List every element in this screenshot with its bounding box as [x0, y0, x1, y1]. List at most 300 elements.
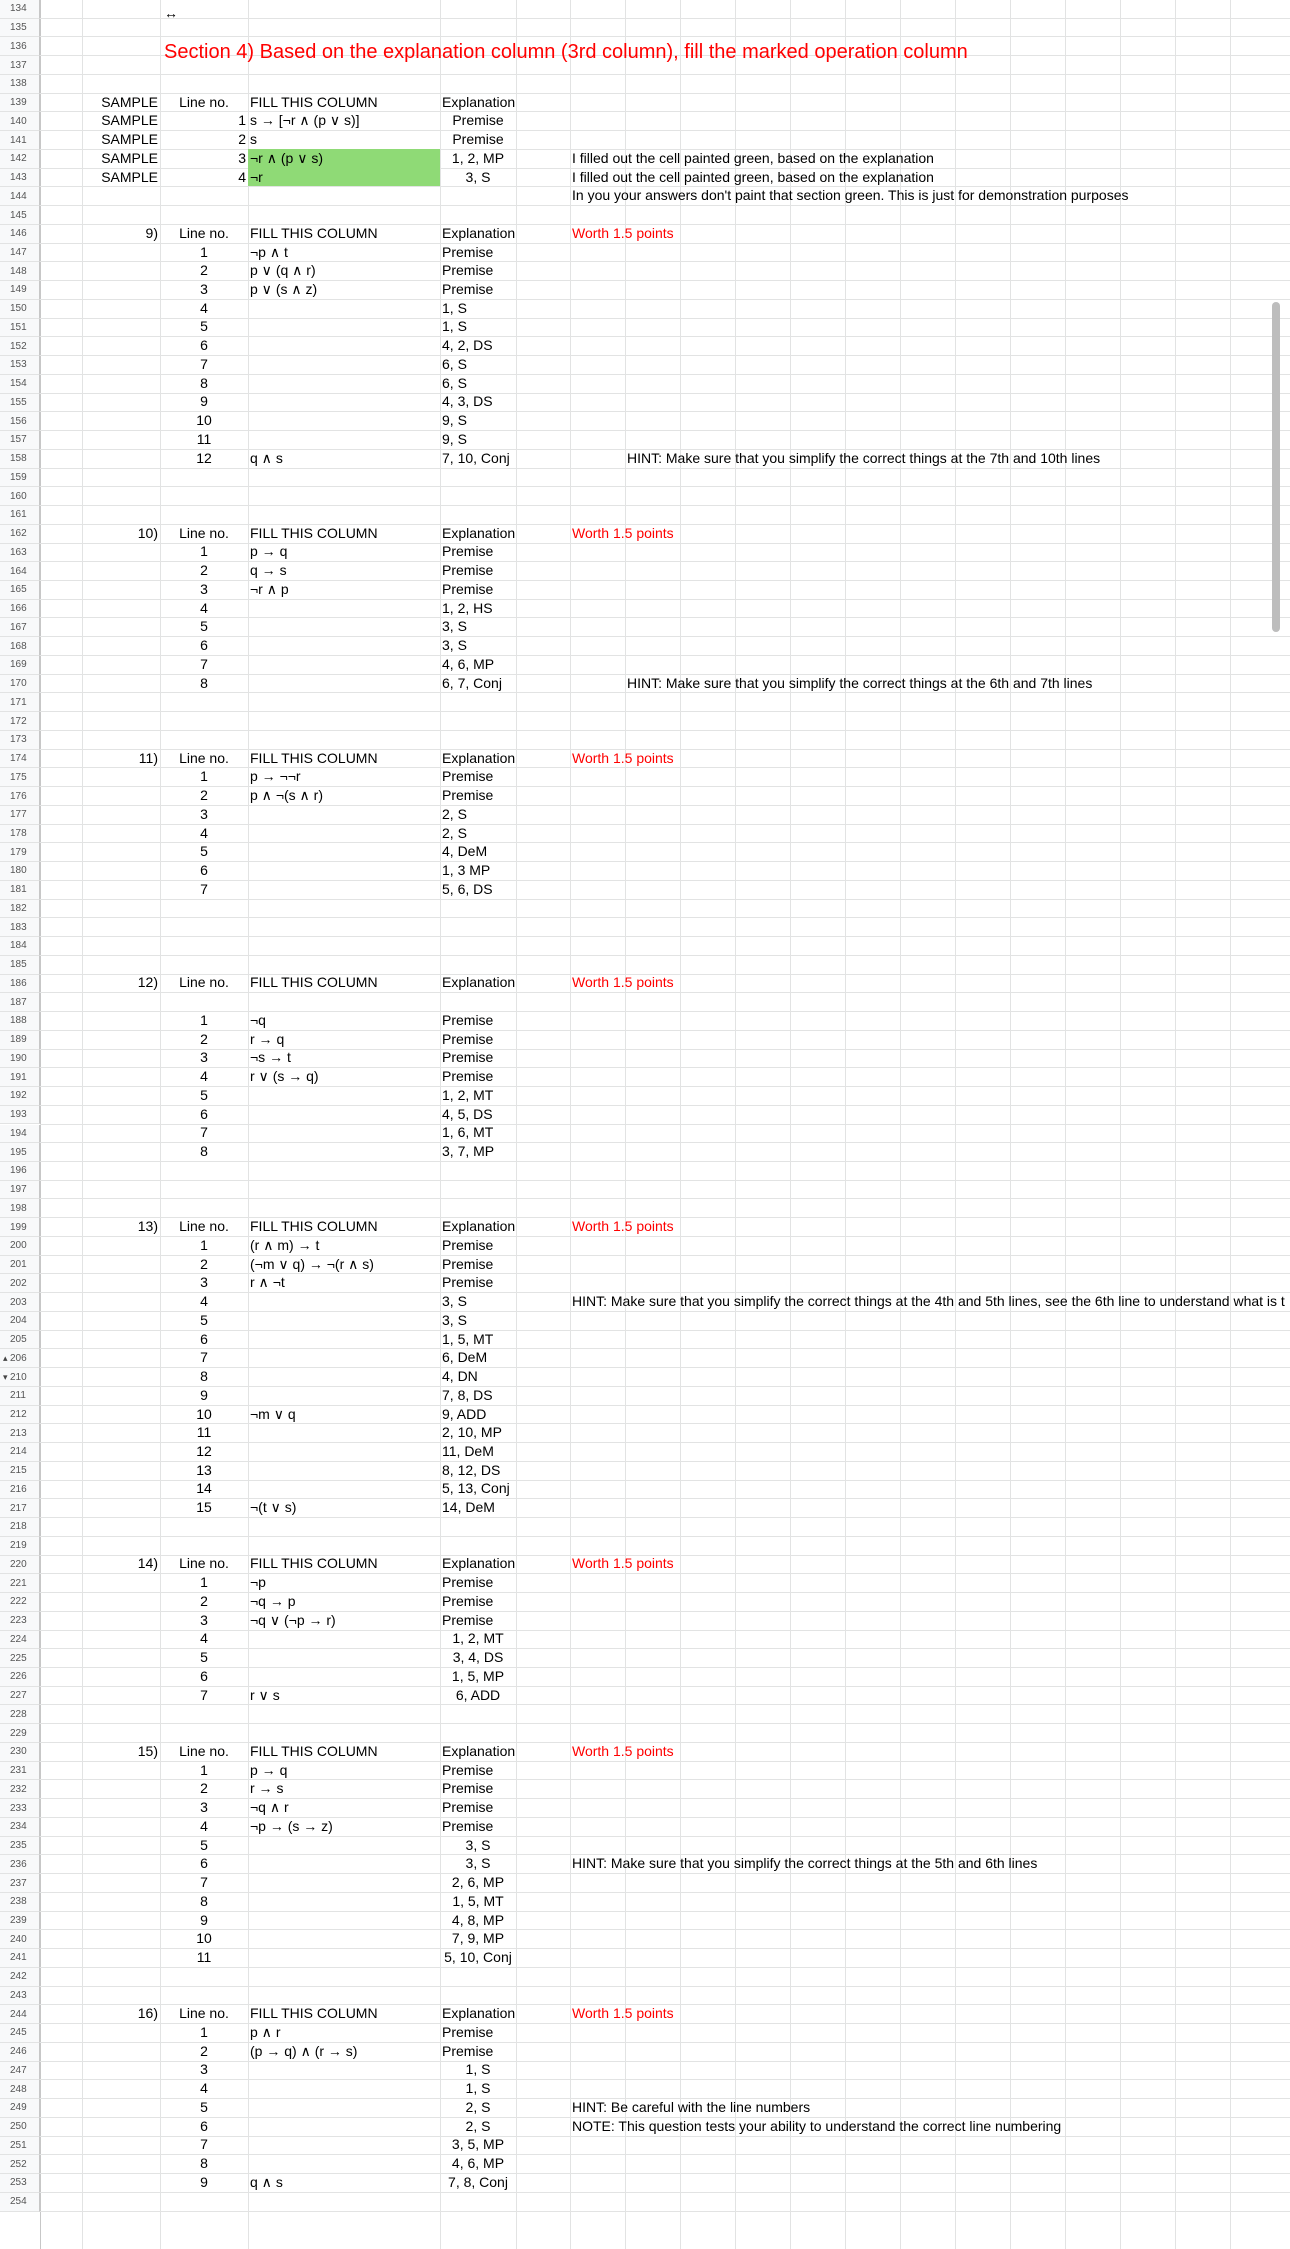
row-header[interactable]: 195 [0, 1143, 40, 1162]
cell-c[interactable]: ¬(t ∨ s) [250, 1499, 297, 1516]
cell-d[interactable]: 1, 5, MT [442, 1330, 494, 1347]
cell-c[interactable]: p ∨ (q ∧ r) [250, 262, 316, 279]
cell-b[interactable]: 4 [200, 824, 208, 841]
cell-d[interactable]: 5, 10, Conj [444, 1949, 512, 1965]
cell-e[interactable]: Worth 1.5 points [572, 524, 674, 541]
cell-d[interactable]: Explanation [442, 1742, 516, 1759]
row-header[interactable]: 243 [0, 1987, 40, 2006]
cell-b[interactable]: 4 [200, 599, 208, 616]
cell-d[interactable]: 1, 6, MT [442, 1124, 494, 1141]
cell-a[interactable]: 9) [145, 224, 158, 241]
row-header[interactable]: 135 [0, 19, 40, 38]
cell-b[interactable]: 7 [200, 1349, 208, 1366]
cell-c[interactable]: FILL THIS COLUMN [250, 2005, 378, 2022]
cell-d[interactable]: Premise [442, 768, 494, 785]
row-header[interactable]: 227 [0, 1687, 40, 1706]
row-header[interactable]: 194 [0, 1125, 40, 1144]
cell-d[interactable]: 4, 3, DS [442, 393, 493, 410]
cell-c[interactable]: FILL THIS COLUMN [250, 224, 378, 241]
cell-b[interactable]: Line no. [179, 1218, 229, 1235]
cell-d[interactable]: 4, 2, DS [442, 337, 493, 354]
cell-b[interactable]: Line no. [179, 1555, 229, 1572]
row-header[interactable]: 233 [0, 1799, 40, 1818]
cell-d[interactable]: Premise [442, 243, 494, 260]
cell-d[interactable]: 1, S [442, 318, 467, 335]
row-header[interactable]: 254 [0, 2193, 40, 2212]
row-header[interactable]: 134 [0, 0, 40, 19]
cell-d[interactable]: 3, S [442, 1311, 467, 1328]
row-header[interactable]: 217 [0, 1499, 40, 1518]
row-header[interactable]: 236 [0, 1855, 40, 1874]
cell-d[interactable]: 3, S [442, 618, 467, 635]
cell-b[interactable]: 5 [200, 1836, 208, 1853]
cell-d[interactable]: 4, 6, MP [442, 655, 495, 672]
cell-d[interactable]: Premise [442, 1761, 494, 1778]
cell-c[interactable]: ¬q [250, 1011, 266, 1028]
cell-b[interactable]: 6 [200, 637, 208, 654]
cell-c[interactable]: p → ¬¬r [250, 768, 301, 785]
cell-d[interactable]: 1, S [465, 2080, 491, 2097]
cell-d[interactable]: Premise [442, 1030, 494, 1047]
row-header[interactable]: 142 [0, 150, 40, 169]
cell-d[interactable]: 7, 8, Conj [448, 2173, 508, 2190]
cell-b[interactable]: 6 [200, 861, 208, 878]
row-header[interactable]: 143 [0, 169, 40, 188]
cell-b[interactable]: Line no. [179, 749, 229, 766]
cell-d[interactable]: 11, DeM [442, 1442, 494, 1459]
cell-b[interactable]: 9 [200, 1386, 208, 1403]
cell-b[interactable]: 3 [200, 1274, 208, 1291]
cell-a[interactable]: SAMPLE [101, 93, 158, 110]
row-header[interactable]: 145 [0, 206, 40, 225]
cell-h[interactable]: HINT: Make sure that you simplify the correct things at the 7th and 10th lines [627, 449, 1101, 466]
cell-b[interactable]: 2 [200, 1592, 208, 1609]
cell-c[interactable]: p → q [250, 543, 288, 560]
row-header[interactable]: 151 [0, 319, 40, 338]
row-header[interactable]: 147 [0, 244, 40, 263]
row-header[interactable]: 204 [0, 1312, 40, 1331]
cell-d[interactable]: Premise [442, 262, 494, 279]
row-header[interactable]: 224 [0, 1631, 40, 1650]
cell-c[interactable]: p ∧ r [250, 2023, 281, 2040]
cell-d[interactable]: Premise [442, 1799, 494, 1816]
row-header[interactable]: 193 [0, 1106, 40, 1125]
cell-b[interactable]: 12 [196, 449, 212, 466]
row-header[interactable]: 169 [0, 656, 40, 675]
row-header[interactable]: 189 [0, 1031, 40, 1050]
row-header[interactable]: 181 [0, 881, 40, 900]
cell-b[interactable]: 3 [200, 1611, 208, 1628]
cell-b[interactable]: 11 [196, 430, 212, 447]
cell-b[interactable]: 2 [200, 562, 208, 579]
cell-d[interactable]: 2, 6, MP [451, 1874, 505, 1891]
cell-e[interactable]: HINT: Make sure that you simplify the correct things at the 4th and 5th lines, see the 6th line to understand what is t [572, 1293, 1285, 1310]
cell-d[interactable]: 5, 6, DS [442, 880, 493, 897]
cell-b[interactable]: 4 [200, 2080, 208, 2097]
cell-d[interactable]: Explanation [442, 1218, 516, 1235]
cell-d[interactable]: Premise [442, 1780, 494, 1797]
cell-e[interactable]: Worth 1.5 points [572, 1218, 674, 1235]
cell-c[interactable]: ¬r [248, 168, 440, 187]
row-header[interactable]: 140 [0, 112, 40, 131]
cell-b[interactable]: 6 [200, 337, 208, 354]
cell-d[interactable]: 4, 6, MP [451, 2155, 505, 2172]
cell-e[interactable]: NOTE: This question tests your ability to understand the correct line numbering [572, 2117, 1062, 2134]
cell-d[interactable]: 4, 5, DS [442, 1105, 493, 1122]
row-header[interactable]: 225 [0, 1649, 40, 1668]
cell-d[interactable]: 1, 5, MP [451, 1667, 505, 1684]
cell-b[interactable]: Line no. [179, 224, 229, 241]
cell-c[interactable]: r ∧ ¬t [250, 1274, 285, 1291]
cell-b[interactable]: 4 [238, 168, 246, 185]
row-header[interactable]: 157 [0, 431, 40, 450]
row-header[interactable]: 252 [0, 2155, 40, 2174]
cell-b[interactable]: 5 [200, 1649, 208, 1666]
row-header[interactable]: 241 [0, 1949, 40, 1968]
cell-d[interactable]: 6, DeM [442, 1349, 488, 1366]
row-header[interactable]: 203 [0, 1293, 40, 1312]
cell-b[interactable]: 1 [200, 543, 208, 560]
row-header[interactable]: 240 [0, 1930, 40, 1949]
row-header[interactable]: 168 [0, 637, 40, 656]
cell-d[interactable]: Premise [442, 580, 494, 597]
row-header[interactable]: 187 [0, 993, 40, 1012]
cell-a[interactable]: 15) [137, 1742, 158, 1759]
cell-c[interactable]: q ∧ s [250, 449, 283, 466]
cell-d[interactable]: Explanation [442, 524, 516, 541]
cell-b[interactable]: 13 [196, 1461, 212, 1478]
cell-c[interactable]: r ∨ (s → q) [250, 1068, 319, 1085]
row-header[interactable]: 197 [0, 1181, 40, 1200]
cell-d[interactable]: 4, 8, MP [451, 1911, 505, 1928]
cell-b[interactable]: 4 [200, 1068, 208, 1085]
cell-b[interactable]: 8 [200, 1368, 208, 1385]
cell-b[interactable]: 4 [200, 299, 208, 316]
cell-c[interactable]: FILL THIS COLUMN [250, 93, 378, 110]
row-header[interactable]: 237 [0, 1874, 40, 1893]
cell-c[interactable]: FILL THIS COLUMN [250, 1555, 378, 1572]
row-header[interactable]: 234 [0, 1818, 40, 1837]
cell-c[interactable]: p ∧ ¬(s ∧ r) [250, 787, 324, 804]
cell-b[interactable]: 6 [200, 1330, 208, 1347]
row-header[interactable]: 199 [0, 1218, 40, 1237]
cell-b[interactable]: 3 [200, 2061, 208, 2078]
cell-d[interactable]: 1, 2, HS [442, 599, 493, 616]
cell-d[interactable]: 3, 5, MP [451, 2136, 505, 2153]
cell-c[interactable]: FILL THIS COLUMN [250, 1218, 378, 1235]
cell-e[interactable]: I filled out the cell painted green, based on the explanation [572, 149, 934, 166]
row-header[interactable]: 246 [0, 2043, 40, 2062]
row-header[interactable]: 165 [0, 581, 40, 600]
row-header[interactable]: 156 [0, 412, 40, 431]
row-header[interactable]: 251 [0, 2137, 40, 2156]
cell-b[interactable]: 3 [238, 149, 246, 166]
cell-d[interactable]: 6, ADD [455, 1686, 501, 1703]
cell-b[interactable]: 10 [196, 1405, 212, 1422]
cell-b[interactable]: 5 [200, 843, 208, 860]
cell-d[interactable]: 6, 7, Conj [442, 674, 502, 691]
row-header[interactable]: 221 [0, 1574, 40, 1593]
row-header[interactable]: 146 [0, 225, 40, 244]
cell-a[interactable]: 12) [137, 974, 158, 991]
cell-b[interactable]: 1 [200, 2023, 208, 2040]
cell-d[interactable]: Explanation [442, 749, 516, 766]
cell-a[interactable]: SAMPLE [101, 168, 158, 185]
cell-c[interactable]: FILL THIS COLUMN [250, 974, 378, 991]
cell-b[interactable]: 4 [200, 1293, 208, 1310]
row-header[interactable]: 206 [0, 1349, 40, 1368]
cell-d[interactable]: Premise [442, 1068, 494, 1085]
cell-b[interactable]: 5 [200, 618, 208, 635]
row-header[interactable]: 248 [0, 2080, 40, 2099]
cell-d[interactable]: 6, S [442, 355, 467, 372]
row-header[interactable]: 253 [0, 2174, 40, 2193]
cell-b[interactable]: 8 [200, 2155, 208, 2172]
cell-c[interactable]: ¬p ∧ t [250, 243, 288, 260]
row-header[interactable]: 182 [0, 900, 40, 919]
cell-c[interactable]: p → q [250, 1761, 288, 1778]
row-header[interactable]: 160 [0, 487, 40, 506]
cell-b[interactable]: 1 [238, 112, 246, 129]
cell-c[interactable]: r → s [250, 1780, 284, 1797]
row-header[interactable]: 179 [0, 843, 40, 862]
cell-b[interactable]: 1 [200, 1011, 208, 1028]
cell-b[interactable]: 5 [200, 1086, 208, 1103]
row-header[interactable]: 188 [0, 1012, 40, 1031]
row-header[interactable]: 178 [0, 825, 40, 844]
cell-a[interactable]: 11) [138, 749, 158, 766]
row-header[interactable]: 214 [0, 1443, 40, 1462]
cell-d[interactable]: 14, DeM [442, 1499, 495, 1516]
cell-a[interactable]: 14) [137, 1555, 158, 1572]
row-header[interactable]: 192 [0, 1087, 40, 1106]
cell-d[interactable]: Premise [452, 131, 504, 148]
cell-a[interactable]: 16) [137, 2005, 158, 2022]
row-header[interactable]: 159 [0, 469, 40, 488]
cell-b[interactable]: Line no. [179, 93, 229, 110]
cell-c[interactable]: r → q [250, 1030, 285, 1047]
cell-d[interactable]: 1, 5, MT [452, 1892, 504, 1909]
cell-c[interactable]: s [250, 131, 257, 148]
cell-b[interactable]: 2 [200, 2042, 208, 2059]
cell-e[interactable]: Worth 1.5 points [572, 974, 674, 991]
cell-b[interactable]: 6 [200, 2117, 208, 2134]
cell-c[interactable]: s → [¬r ∧ (p ∨ s)] [250, 112, 360, 129]
row-header[interactable]: 216 [0, 1481, 40, 1500]
cell-d[interactable]: 2, S [442, 824, 467, 841]
cell-c[interactable]: (r ∧ m) → t [250, 1236, 320, 1253]
cell-b[interactable]: 2 [238, 131, 246, 148]
cell-d[interactable]: 9, S [442, 412, 467, 429]
cell-d[interactable]: Premise [442, 562, 494, 579]
cell-d[interactable]: Premise [442, 1255, 494, 1272]
row-header[interactable]: 162 [0, 525, 40, 544]
cell-b[interactable]: 9 [200, 2173, 208, 2190]
cell-b[interactable]: Line no. [179, 524, 229, 541]
cell-a[interactable]: SAMPLE [101, 149, 158, 166]
cell-b[interactable]: 8 [200, 1892, 208, 1909]
cell-e[interactable]: Worth 1.5 points [572, 1742, 674, 1759]
row-header[interactable]: 230 [0, 1743, 40, 1762]
row-header[interactable]: 249 [0, 2099, 40, 2118]
cell-c[interactable]: (¬m ∨ q) → ¬(r ∧ s) [250, 1255, 374, 1272]
row-header[interactable]: 184 [0, 937, 40, 956]
cell-c[interactable]: (p → q) ∧ (r → s) [250, 2042, 358, 2059]
row-header[interactable]: 242 [0, 1968, 40, 1987]
cell-b[interactable]: 8 [200, 1143, 208, 1160]
cell-e[interactable]: HINT: Be careful with the line numbers [572, 2098, 811, 2115]
cell-d[interactable]: 6, S [442, 374, 467, 391]
cell-d[interactable]: 3, 7, MP [442, 1143, 495, 1160]
row-header[interactable]: 141 [0, 131, 40, 150]
row-header[interactable]: 250 [0, 2118, 40, 2137]
row-header[interactable]: 211 [0, 1387, 40, 1406]
row-header[interactable]: 177 [0, 806, 40, 825]
cell-d[interactable]: 9, S [442, 430, 467, 447]
row-header[interactable]: 201 [0, 1256, 40, 1275]
cell-d[interactable]: 3, S [465, 168, 491, 185]
cell-e[interactable]: I filled out the cell painted green, based on the explanation [572, 168, 934, 185]
cell-b[interactable]: 10 [196, 1930, 212, 1947]
row-header[interactable]: 164 [0, 562, 40, 581]
row-header[interactable]: 223 [0, 1612, 40, 1631]
vertical-scrollbar[interactable] [1272, 302, 1280, 632]
cell-b[interactable]: 8 [200, 674, 208, 691]
cell-d[interactable]: Premise [442, 1574, 494, 1591]
cell-b[interactable]: 2 [200, 1030, 208, 1047]
cell-b[interactable]: 3 [200, 1799, 208, 1816]
cell-d[interactable]: Premise [442, 2023, 494, 2040]
cell-d[interactable]: Premise [442, 1592, 494, 1609]
cell-b[interactable]: 1 [200, 243, 208, 260]
cell-b[interactable]: 4 [200, 1817, 208, 1834]
row-header[interactable]: 149 [0, 281, 40, 300]
cell-b[interactable]: 3 [200, 805, 208, 822]
cell-e[interactable]: In you your answers don't paint that section green. This is just for demonstration purposes [572, 187, 1129, 204]
cell-b[interactable]: 12 [196, 1442, 212, 1459]
cell-b[interactable]: 2 [200, 1780, 208, 1797]
cell-c[interactable]: q ∧ s [250, 2173, 283, 2190]
cell-b[interactable]: 7 [200, 655, 208, 672]
row-header[interactable]: 244 [0, 2005, 40, 2024]
row-header[interactable]: 183 [0, 918, 40, 937]
cell-d[interactable]: 3, S [442, 637, 467, 654]
cell-b[interactable]: 6 [200, 1855, 208, 1872]
row-header[interactable]: 167 [0, 618, 40, 637]
row-header[interactable]: 163 [0, 544, 40, 563]
row-header[interactable]: 247 [0, 2062, 40, 2081]
row-header[interactable]: 175 [0, 768, 40, 787]
cell-b[interactable]: Line no. [179, 2005, 229, 2022]
cell-e[interactable]: Worth 1.5 points [572, 1555, 674, 1572]
cell-e[interactable]: Worth 1.5 points [572, 2005, 674, 2022]
cell-e[interactable]: Worth 1.5 points [572, 749, 674, 766]
cell-b[interactable]: 3 [200, 281, 208, 297]
cell-c[interactable]: p ∨ (s ∧ z) [250, 281, 318, 297]
cell-d[interactable]: 7, 9, MP [451, 1930, 505, 1947]
row-header[interactable]: 210 [0, 1368, 40, 1387]
cell-b[interactable]: 9 [200, 393, 208, 410]
row-header[interactable]: 213 [0, 1424, 40, 1443]
cell-b[interactable]: 7 [200, 355, 208, 372]
cell-d[interactable]: Premise [442, 1817, 494, 1834]
row-header[interactable]: 139 [0, 94, 40, 113]
cell-d[interactable]: 2, S [465, 2117, 491, 2134]
collapse-down-icon[interactable]: ▾ [3, 1372, 8, 1383]
cell-b[interactable]: 2 [200, 787, 208, 804]
cell-c[interactable]: ¬s → t [250, 1049, 291, 1066]
row-header[interactable]: 152 [0, 337, 40, 356]
cell-b[interactable]: 8 [200, 374, 208, 391]
cell-b[interactable]: Line no. [179, 974, 229, 991]
cell-d[interactable]: Premise [442, 1274, 494, 1291]
cell-a[interactable]: 13) [137, 1218, 158, 1235]
cell-b[interactable]: 4 [200, 1630, 208, 1647]
cell-a[interactable]: SAMPLE [101, 112, 158, 129]
row-header[interactable]: 174 [0, 750, 40, 769]
cell-b[interactable]: 3 [200, 1049, 208, 1066]
cell-c[interactable]: ¬q ∨ (¬p → r) [250, 1611, 336, 1628]
cell-d[interactable]: 1, S [442, 299, 467, 316]
cell-c[interactable]: FILL THIS COLUMN [250, 524, 378, 541]
cell-b[interactable]: 15 [196, 1499, 212, 1516]
row-header[interactable]: 196 [0, 1162, 40, 1181]
cell-b[interactable]: 7 [200, 2136, 208, 2153]
row-header[interactable]: 220 [0, 1556, 40, 1575]
cell-c[interactable]: ¬q ∧ r [250, 1799, 289, 1816]
row-header[interactable]: 166 [0, 600, 40, 619]
cell-b[interactable]: 6 [200, 1667, 208, 1684]
cell-b[interactable]: 1 [200, 768, 208, 785]
row-header[interactable]: 185 [0, 956, 40, 975]
cell-b[interactable]: 5 [200, 318, 208, 335]
cell-d[interactable]: Explanation [442, 93, 516, 110]
cell-d[interactable]: Explanation [442, 974, 516, 991]
cell-d[interactable]: 1, 3 MP [442, 861, 491, 878]
cell-e[interactable]: Worth 1.5 points [572, 224, 674, 241]
cell-d[interactable]: 1, 2, MT [442, 1086, 494, 1103]
cell-c[interactable]: FILL THIS COLUMN [250, 1742, 378, 1759]
row-header[interactable]: 172 [0, 712, 40, 731]
cell-b[interactable]: 5 [200, 2098, 208, 2115]
cell-d[interactable]: 3, S [465, 1855, 491, 1872]
cell-b[interactable]: 9 [200, 1911, 208, 1928]
cell-d[interactable]: Premise [442, 1611, 494, 1628]
cell-d[interactable]: Premise [442, 1049, 494, 1066]
cell-b[interactable]: 1 [200, 1574, 208, 1591]
row-header[interactable]: 158 [0, 450, 40, 469]
row-header[interactable]: 231 [0, 1762, 40, 1781]
cell-b[interactable]: 7 [200, 1686, 208, 1703]
cell-d[interactable]: 1, S [465, 2061, 491, 2078]
row-header[interactable]: 200 [0, 1237, 40, 1256]
row-header[interactable]: 136 [0, 37, 40, 56]
row-header[interactable]: 186 [0, 975, 40, 994]
cell-b[interactable]: 2 [200, 262, 208, 279]
cell-c[interactable]: ¬p → (s → z) [250, 1817, 333, 1834]
row-header[interactable]: 212 [0, 1406, 40, 1425]
cell-c[interactable]: ¬q → p [250, 1592, 296, 1609]
cell-c[interactable]: ¬r ∧ (p ∨ s) [248, 149, 440, 168]
row-header[interactable]: 173 [0, 731, 40, 750]
cell-c[interactable]: ¬m ∨ q [250, 1405, 296, 1422]
cell-d[interactable]: Premise [442, 2042, 494, 2059]
row-header[interactable]: 148 [0, 262, 40, 281]
cell-b[interactable]: 7 [200, 1124, 208, 1141]
cell-b[interactable]: 7 [200, 880, 208, 897]
row-header[interactable]: 218 [0, 1518, 40, 1537]
cell-b[interactable]: 5 [200, 1311, 208, 1328]
